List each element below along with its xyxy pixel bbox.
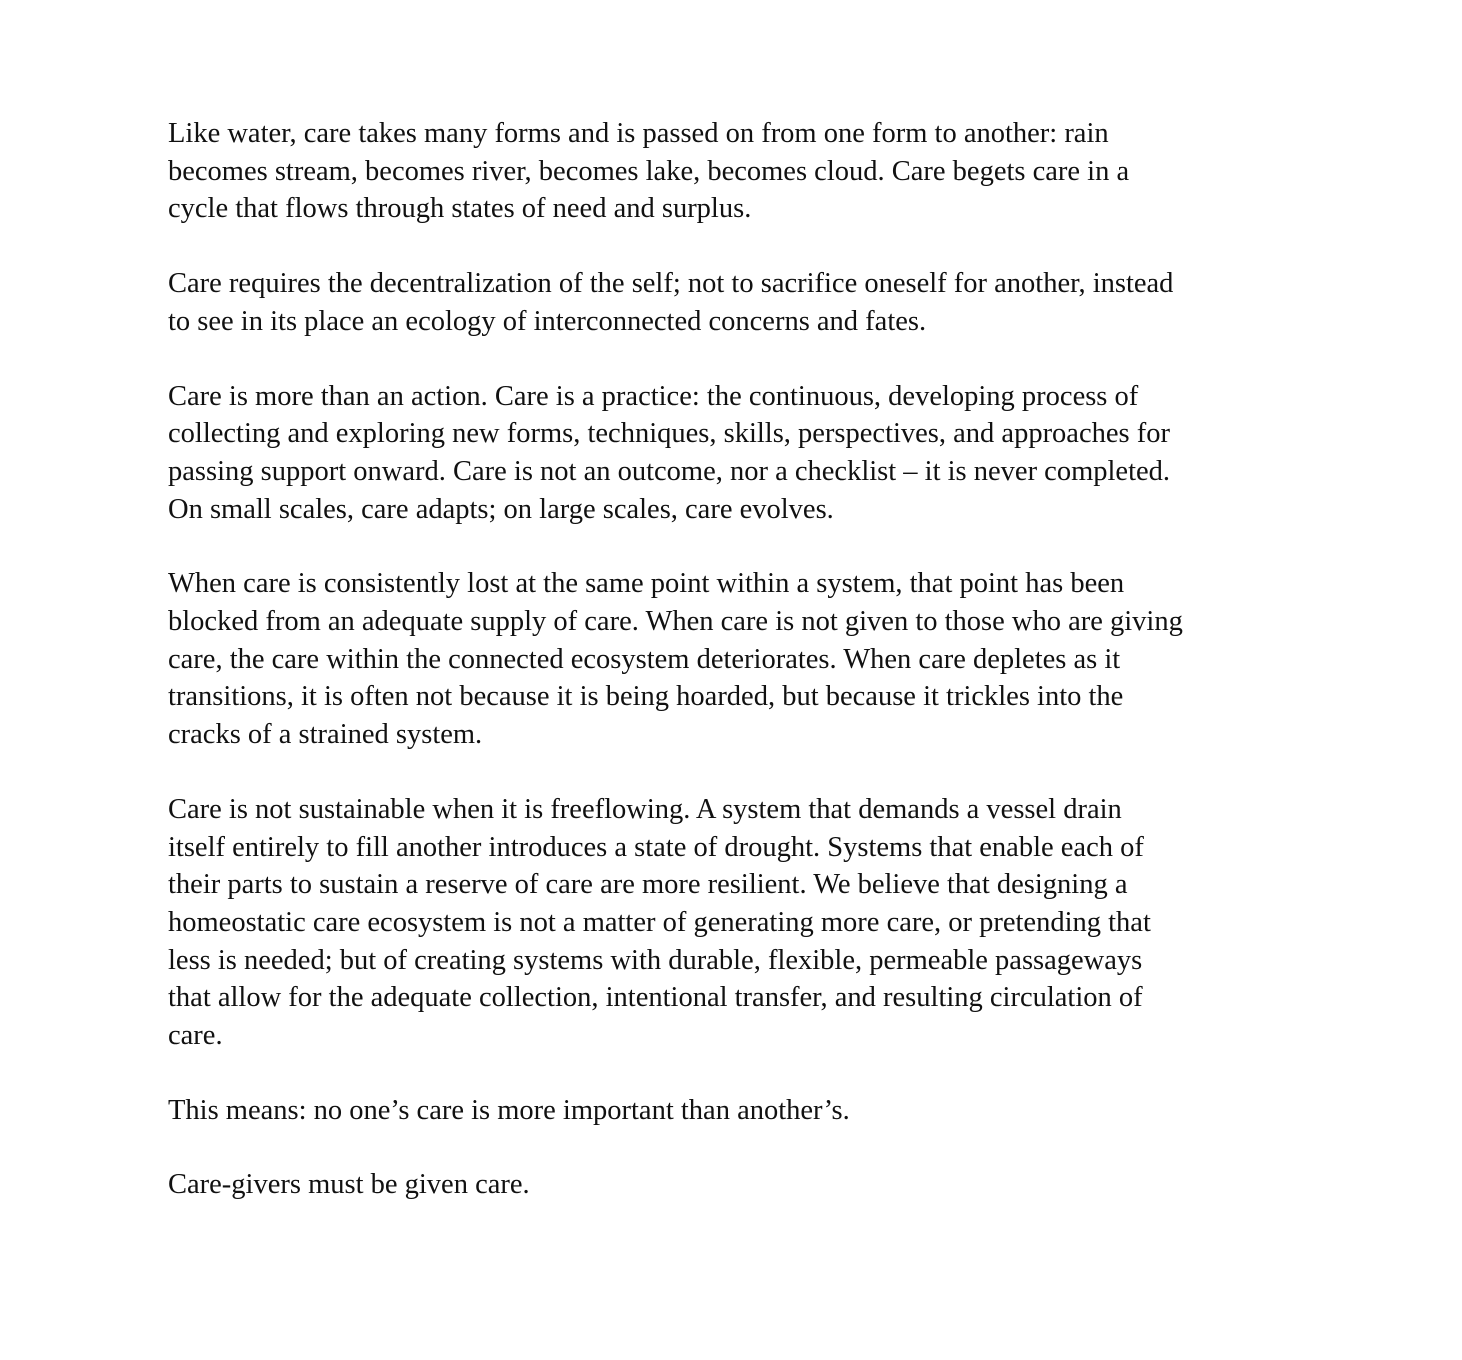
paragraph-care-givers: Care-givers must be given care. xyxy=(168,1169,530,1201)
paragraph-decentralization: Care requires the decentralization of the self; not to sacrifice oneself for another, instead to see in its place an ecology of interconnected concerns and fates. xyxy=(168,268,1174,337)
document-body xyxy=(168,115,1298,1241)
paragraph-sustainability: Care is not sustainable when it is freeflowing. A system that demands a vessel drain itself entirely to fill another introduces a state of drought. Systems that enable each of their parts to sustain a reserve of care are more resilient. We believe that designing a homeostatic care ecosystem is not a matter of generating more care, or pretending that less is needed; but of creating systems with durable, flexible, permeable passageways that allow for the adequate collection, intentional transfer, and resulting circulation of care. xyxy=(168,793,1151,1052)
paragraph-lost-care: When care is consistently lost at the same point within a system, that point has been blocked from an adequate supply of care. When care is not given to those who are giving care, the care within the connected ecosystem deteriorates. When care depletes as it transitions, it is often not because it is being hoarded, but because it trickles into the cracks of a strained system. xyxy=(168,568,1183,751)
paragraph-water: Like water, care takes many forms and is passed on from one form to another: rain becomes stream, becomes river, becomes lake, becomes cloud. Care begets care in a cycle that flows through states of need and surplus. xyxy=(168,118,1130,225)
paragraph-this-means: This means: no one’s care is more important than another’s. xyxy=(168,1094,850,1126)
paragraph-practice: Care is more than an action. Care is a practice: the continuous, developing process of collecting and exploring new forms, techniques, skills, perspectives, and approaches for passing support onward. Care is not an outcome, nor a checklist – it is never completed. On small scales, care adapts; on large scales, care evolves. xyxy=(168,380,1171,525)
